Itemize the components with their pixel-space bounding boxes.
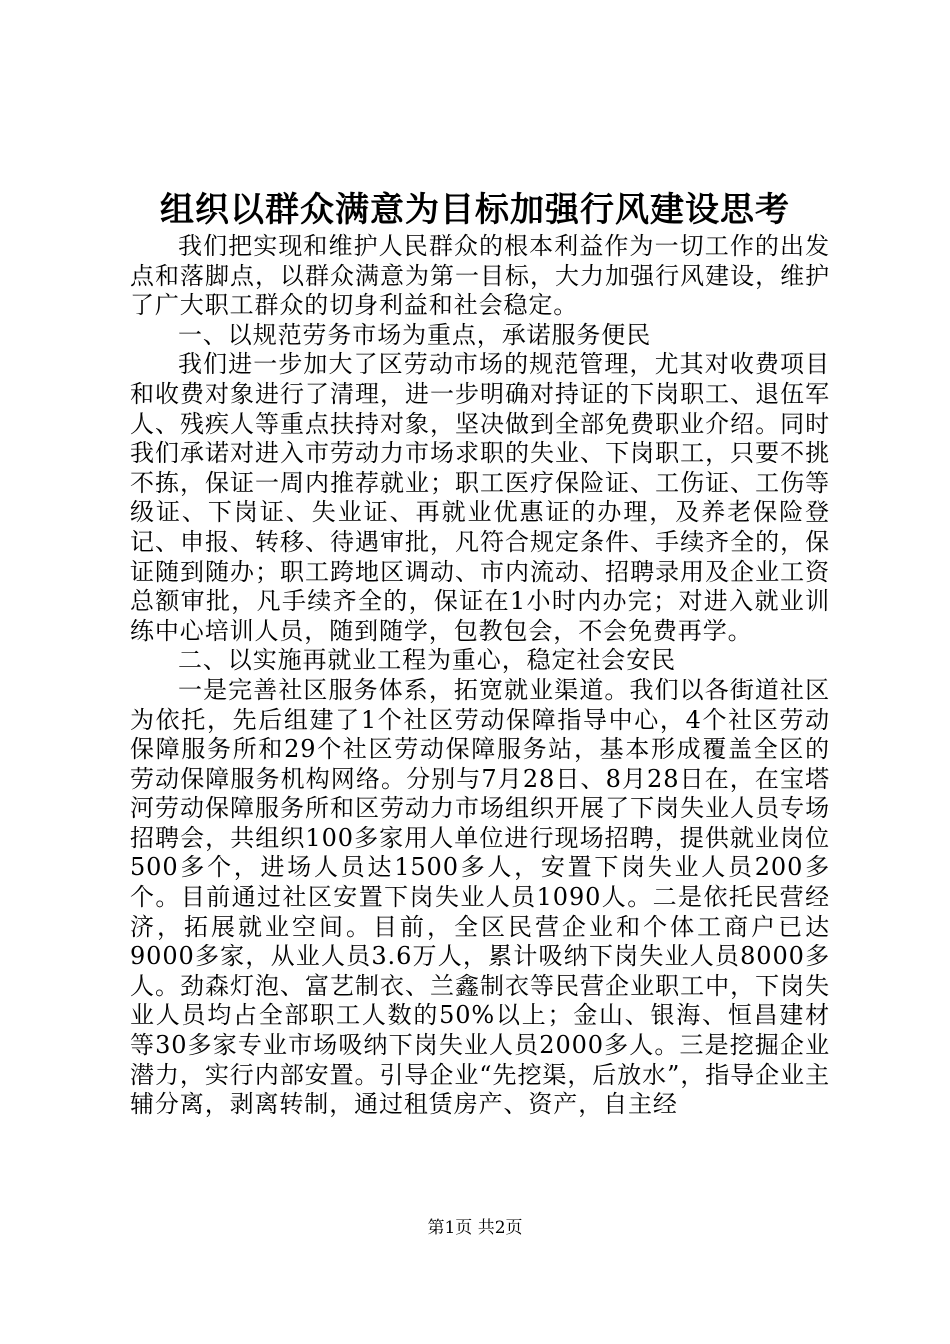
page-number-footer: 第1页 共2页 — [427, 1218, 523, 1238]
document-title: 组织以群众满意为目标加强行风建设思考 — [160, 190, 790, 230]
section-heading-2: 二、以实施再就业工程为重心，稳定社会安民 — [178, 646, 676, 675]
section-2-paragraph: 一是完善社区服务体系，拓宽就业渠道。我们以各街道社区为依托，先后组建了1个社区劳动保障指导中心，4个社区劳动保障服务所和29个社区劳动保障服务站，基本形成覆盖全区的劳动保障服务机构网络。分别与7月28日、8月28日在，在宝塔河劳动保障服务所和区劳动力市场组织开展了下岗失业人员专场招聘会，共组织100多家用人单位进行现场招聘，提供就业岗位500多个，进场人员达1500多人，安置下岗失业人员200多个。目前通过社区安置下岗失业人员1090人。二是依托民营经济，拓展就业空间。目前，全区民营企业和个体工商户已达9000多家，从业人员3.6万人，累计吸纳下岗失业人员8000多人。劲森灯泡、富艺制衣、兰鑫制衣等民营企业职工中，下岗失业人员均占全部职工人数的50%以上；金山、银海、恒昌建材等30多家专业市场吸纳下岗失业人员2000多人。三是挖掘企业潜力，实行内部安置。引导企业“先挖渠，后放水”，指导企业主辅分离，剥离转制，通过租赁房产、资产，自主经 — [130, 675, 830, 1119]
section-heading-1: 一、以规范劳务市场为重点，承诺服务便民 — [178, 320, 652, 349]
intro-paragraph: 我们把实现和维护人民群众的根本利益作为一切工作的出发点和落脚点，以群众满意为第一目标，大力加强行风建设，维护了广大职工群众的切身利益和社会稳定。 — [130, 232, 830, 320]
section-1-paragraph: 我们进一步加大了区劳动市场的规范管理，尤其对收费项目和收费对象进行了清理，进一步明确对持证的下岗职工、退伍军人、残疾人等重点扶持对象，坚决做到全部免费职业介绍。同时我们承诺对进入市劳动力市场求职的失业、下岗职工，只要不挑不拣，保证一周内推荐就业；职工医疗保险证、工伤证、工伤等级证、下岗证、失业证、再就业优惠证的办理，及养老保险登记、申报、转移、待遇审批，凡符合规定条件、手续齐全的，保证随到随办；职工跨地区调动、市内流动、招聘录用及企业工资总额审批，凡手续齐全的，保证在1小时内办完；对进入就业训练中心培训人员，随到随学，包教包会，不会免费再学。 — [130, 350, 830, 645]
document-body — [130, 232, 830, 1120]
